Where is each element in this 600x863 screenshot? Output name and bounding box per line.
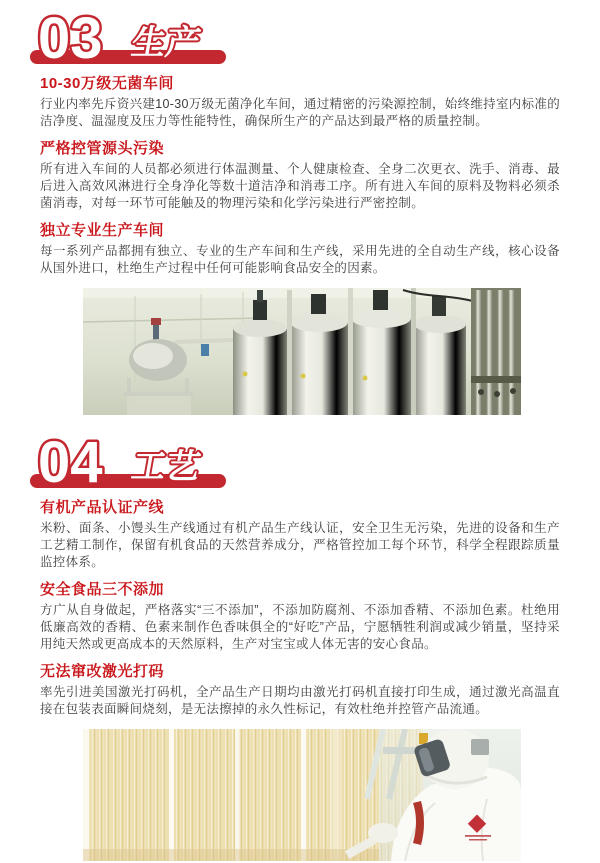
badge-label: 工艺 <box>128 448 204 486</box>
hood-mesh-panel <box>471 739 489 755</box>
badge-label: 生产 <box>128 24 204 62</box>
section-badge-03 <box>28 7 260 65</box>
section-badge-04 <box>28 431 260 489</box>
paragraph-organic-certified-line: 米粉、面条、小馒头生产线通过有机产品生产线认证，安全卫生无污染，先进的设备和生产工艺精工制作，保留有机食品的天然营养成分，严格管控加工每个环节，科学全程跟踪质量监控体系。 <box>40 521 560 569</box>
heading-three-no-additives: 安全食品三不添加 <box>40 581 165 598</box>
section-craftsmanship <box>40 431 560 861</box>
paragraph-laser-coding: 率先引进美国激光打码机，全产品生产日期均由激光打码机直接打印生成，通过激光高温直接在包装表面瞬间烧刻，是无法擦掉的永久性标记，有效杜绝并控管产品流通。 <box>40 685 560 716</box>
pipe-rack-panel <box>471 288 521 415</box>
heading-laser-coding: 无法窜改激光打码 <box>40 663 165 680</box>
section-production <box>40 7 560 415</box>
sterile-workshop-tanks-photo <box>83 288 521 415</box>
heading-independent-workshop: 独立专业生产车间 <box>40 222 165 239</box>
heading-organic-certified-line: 有机产品认证产线 <box>40 499 165 516</box>
paragraph-three-no-additives: 方广从自身做起，严格落实“三不添加”，不添加防腐剂、不添加香精、不添加色素。杜绝用低廉高效的香精、色素来制作色香味俱全的“好吃”产品，宁愿牺牲利润或减少销量，坚持采用纯天然或更高成本的天然原料，生产对宝宝或人体无害的安心食品。 <box>40 603 560 651</box>
badge-number: 04 <box>38 431 103 489</box>
paragraph-independent-workshop: 每一系列产品都拥有独立、专业的生产车间和生产线，采用先进的全自动生产线，核心设备从国外进口，杜绝生产过程中任何可能影响食品安全的因素。 <box>40 244 560 275</box>
heading-source-pollution-control: 严格控管源头污染 <box>40 140 165 157</box>
heading-sterile-workshop: 10-30万级无菌车间 <box>40 75 174 92</box>
paragraph-source-pollution-control: 所有进入车间的人员都必须进行体温测量、个人健康检查、全身二次更衣、洗手、消毒、最后进入高效风淋进行全身净化等数十道洁净和消毒工序。所有进入车间的原料及物料必须杀菌消毒，对每一环节可能触及的物理污染和化学污染进行严密控制。 <box>40 162 560 210</box>
paragraph-sterile-workshop: 行业内率先斥资兴建10-30万级无菌净化车间，通过精密的污染源控制，始终维持室内标准的洁净度、温湿度及压力等性能特性，确保所生产的产品达到最严格的质量控制。 <box>40 97 560 128</box>
noodle-drying-worker-photo <box>83 729 521 861</box>
badge-number: 03 <box>38 7 103 65</box>
